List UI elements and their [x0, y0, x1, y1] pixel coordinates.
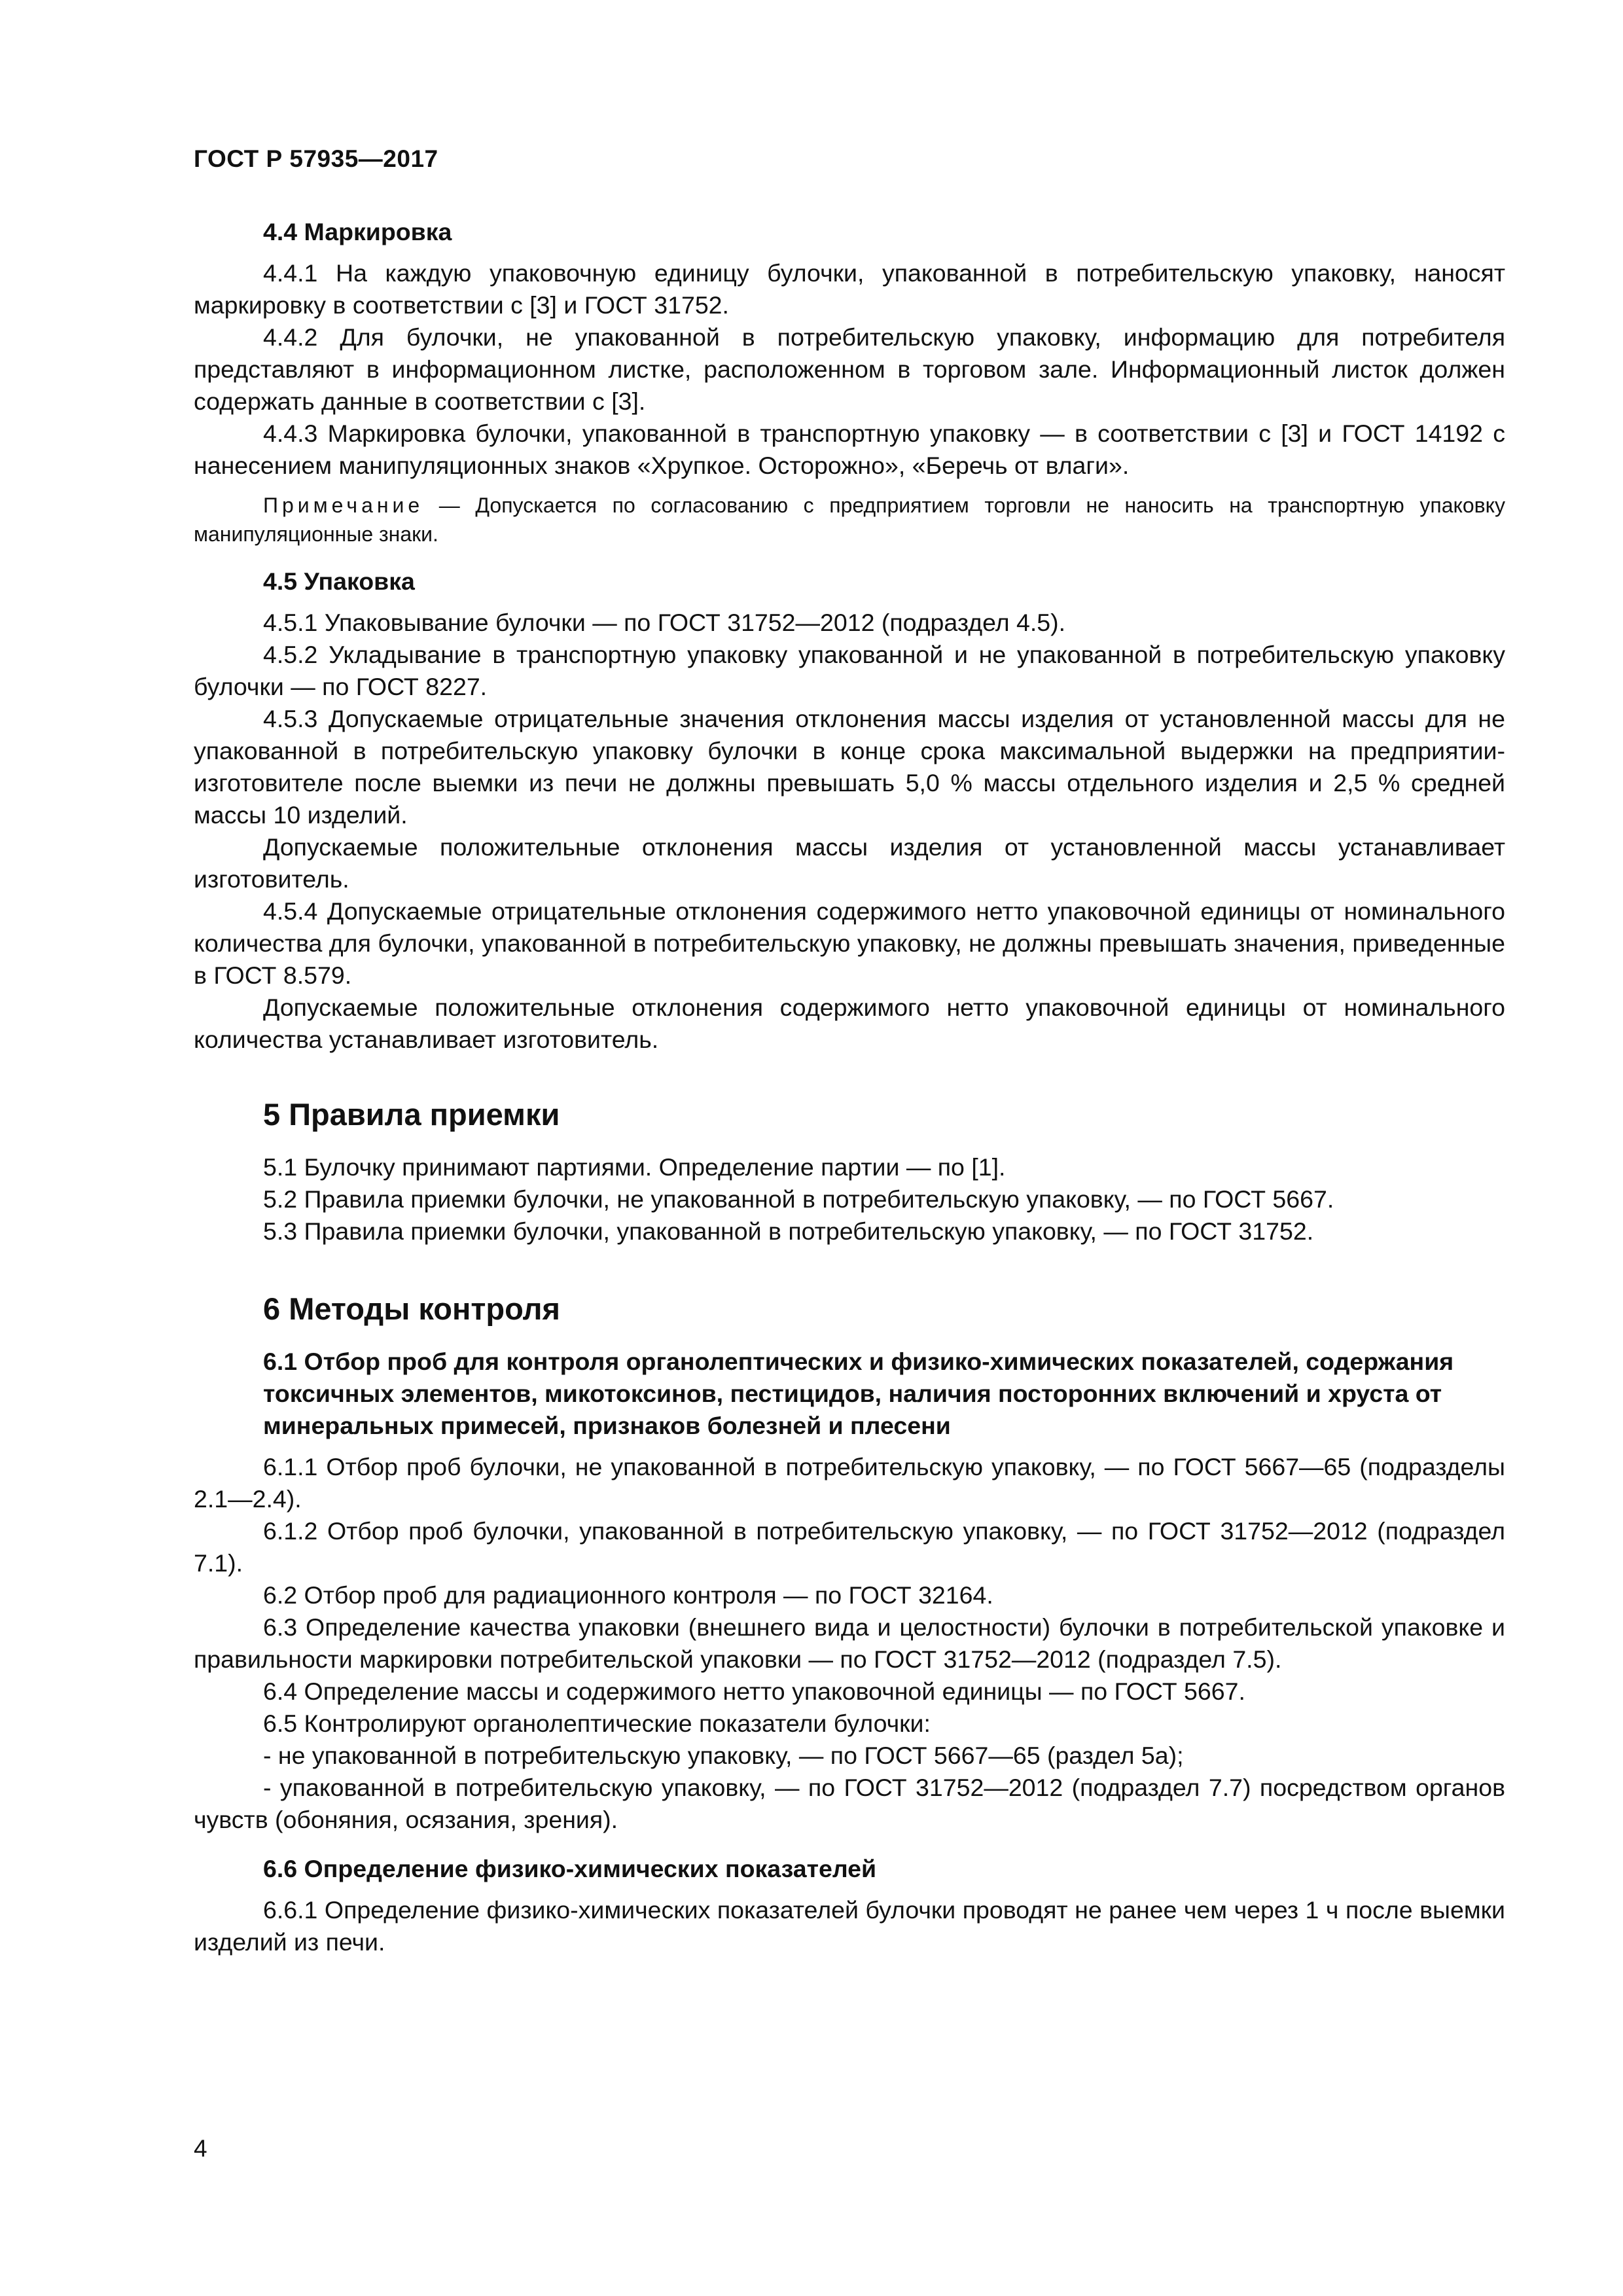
paragraph-6-4: 6.4 Определение массы и содержимого нетто упаковочной единицы — по ГОСТ 5667.	[263, 1677, 1245, 1705]
list-item: - не упакованной в потребительскую упаковку, — по ГОСТ 5667—65 (раздел 5а);	[263, 1742, 1184, 1769]
paragraph-6-2: 6.2 Отбор проб для радиационного контроля — по ГОСТ 32164.	[263, 1581, 993, 1609]
paragraph-6-3: 6.3 Определение качества упаковки (внешнего вида и целостности) булочки в потребительской упаковке и правильности маркировки потребительской упаковки — по ГОСТ 31752—2012 (подраздел 7.5).	[194, 1613, 1505, 1673]
paragraph-4-5-4-cont: Допускаемые положительные отклонения содержимого нетто упаковочной единицы от номинального количества устанавливает изготовитель.	[194, 994, 1505, 1053]
page-content	[194, 216, 1505, 1958]
paragraph-4-4-1: 4.4.1 На каждую упаковочную единицу булочки, упакованной в потребительскую упаковку, наносят маркировку в соответствии с [3] и ГОСТ 31752.	[194, 259, 1505, 319]
paragraph-5-3: 5.3 Правила приемки булочки, упакованной в потребительскую упаковку, — по ГОСТ 31752.	[263, 1217, 1314, 1245]
paragraph-4-4-3: 4.4.3 Маркировка булочки, упакованной в транспортную упаковку — в соответствии с [3] и ГОСТ 14192 с нанесением манипуляционных знаков «Хрупкое. Осторожно», «Беречь от влаги».	[194, 420, 1505, 479]
section-4-4-title: 4.4 Маркировка	[263, 218, 452, 245]
paragraph-5-1: 5.1 Булочку принимают партиями. Определение партии — по [1].	[263, 1153, 1006, 1181]
paragraph-6-1-1: 6.1.1 Отбор проб булочки, не упакованной в потребительскую упаковку, — по ГОСТ 5667—65 (подразделы 2.1—2.4).	[194, 1453, 1505, 1513]
section-6-6-title: 6.6 Определение физико-химических показателей	[263, 1855, 877, 1882]
note-text: — Допускается по согласованию с предприятием торговли не наносить на транспортную упаковку манипуляционные знаки.	[194, 493, 1505, 546]
paragraph-5-2: 5.2 Правила приемки булочки, не упакованной в потребительскую упаковку, — по ГОСТ 5667.	[263, 1185, 1334, 1213]
paragraph-4-5-3-cont: Допускаемые положительные отклонения массы изделия от установленной массы устанавливает изготовитель.	[194, 833, 1505, 893]
section-6-1-title: 6.1 Отбор проб для контроля органолептических и физико-химических показателей, содержания токсичных элементов, микотоксинов, пестицидов, наличия посторонних включений и хруста от минеральных примесей, признаков болезней и плесени	[263, 1348, 1454, 1439]
section-4-5-title: 4.5 Упаковка	[263, 567, 415, 595]
note-label: Примечание	[263, 493, 424, 517]
note-4-4	[194, 491, 1505, 548]
paragraph-6-5: 6.5 Контролируют органолептические показатели булочки:	[263, 1710, 931, 1737]
paragraph-6-1-2: 6.1.2 Отбор проб булочки, упакованной в потребительскую упаковку, — по ГОСТ 31752—2012 (подраздел 7.1).	[194, 1517, 1505, 1577]
section-6-title: 6 Методы контроля	[263, 1291, 560, 1326]
paragraph-6-6-1: 6.6.1 Определение физико-химических показателей булочки проводят не ранее чем через 1 ч после выемки изделий из печи.	[194, 1896, 1505, 1956]
paragraph-4-4-2: 4.4.2 Для булочки, не упакованной в потребительскую упаковку, информацию для потребителя представляют в информационном листке, расположенном в торговом зале. Информационный листок должен содержать данные в соответствии с [3].	[194, 323, 1505, 415]
page-number: 4	[194, 2135, 207, 2162]
standard-header: ГОСТ Р 57935—2017	[194, 145, 438, 172]
paragraph-4-5-3: 4.5.3 Допускаемые отрицательные значения отклонения массы изделия от установленной массы для не упакованной в потребительскую упаковку булочки в конце срока максимальной выдержки на предприятии-изготовителе после выемки из печи не должны превышать 5,0 % массы отдельного изделия и 2,5 % средней массы 10 изделий.	[194, 705, 1505, 829]
list-item: - упакованной в потребительскую упаковку, — по ГОСТ 31752—2012 (подраздел 7.7) посредством органов чувств (обоняния, осязания, зрения).	[194, 1774, 1505, 1833]
paragraph-4-5-2: 4.5.2 Укладывание в транспортную упаковку упакованной и не упакованной в потребительскую упаковку булочки — по ГОСТ 8227.	[194, 641, 1505, 700]
paragraph-4-5-1: 4.5.1 Упаковывание булочки — по ГОСТ 31752—2012 (подраздел 4.5).	[263, 609, 1066, 636]
section-5-title: 5 Правила приемки	[263, 1097, 560, 1132]
paragraph-4-5-4: 4.5.4 Допускаемые отрицательные отклонения содержимого нетто упаковочной единицы от номинального количества для булочки, упакованной в потребительскую упаковку, не должны превышать значения, приведенные в ГОСТ 8.579.	[194, 897, 1505, 989]
